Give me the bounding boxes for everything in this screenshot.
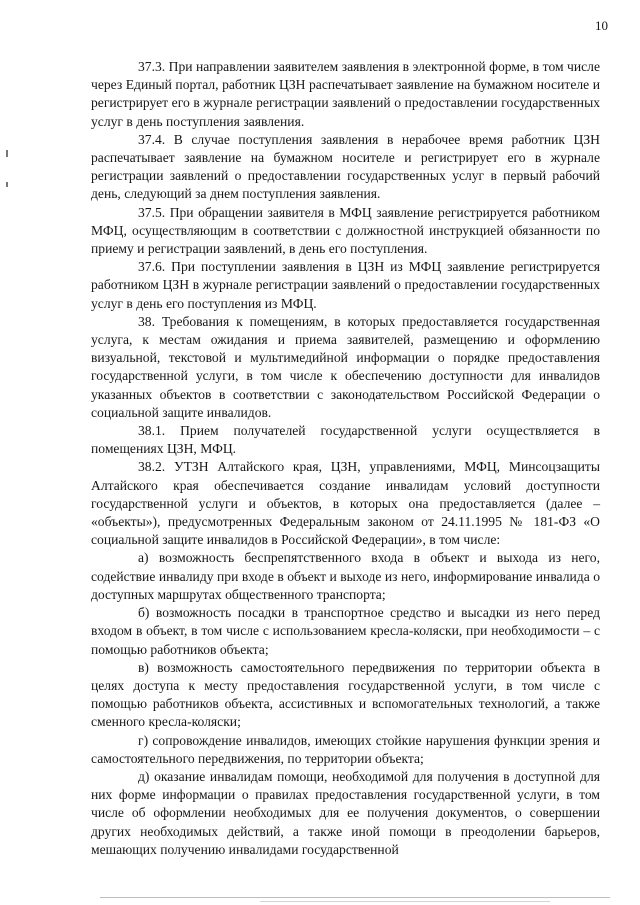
scan-mark xyxy=(6,182,8,187)
paragraph-37-6: 37.6. При поступлении заявления в ЦЗН из МФЦ заявление регистрируется работником ЦЗН в журнале регистрации заявлений о предоставлении государственных услуг в день его поступления из МФЦ. xyxy=(91,259,600,311)
paragraph-38-2: 38.2. УТЗН Алтайского края, ЦЗН, управлениями, МФЦ, Минсоцзащиты Алтайского края обеспечивается создание инвалидам условий доступности государственной услуги и объектов, в которых она предоставляется (далее – «объекты»), предусмотренных Федеральным законом от 24.11.1995 № 181-ФЗ «О социальной защите инвалидов в Российской Федерации», в том числе: xyxy=(91,459,600,548)
list-item-d: д) оказание инвалидам помощи, необходимой для получения в доступной для них форме информации о правилах предоставления государственной услуги, в том числе об оформлении необходимых для ее получения документов, о совершении других необходимых действий, а также иной помощи в преодолении барьеров, мешающих получению инвалидами государственной xyxy=(91,768,600,857)
paragraph-38-1: 38.1. Прием получателей государственной услуги осуществляется в помещениях ЦЗН, МФЦ. xyxy=(91,423,600,457)
document-body xyxy=(91,58,600,859)
paragraph-37-3: 37.3. При направлении заявителем заявления в электронной форме, в том числе через Единый портал, работник ЦЗН распечатывает заявление на бумажном носителе и регистрирует его в журнале регистрации заявлений о предоставлении государственных услуг в день поступления заявления. xyxy=(91,59,600,129)
paragraph-38: 38. Требования к помещениям, в которых предоставляется государственная услуга, к местам ожидания и приема заявителей, размещению и оформлению визуальной, текстовой и мультимедийной информации о порядке предоставления государственной услуги, в том числе к обеспечению доступности для инвалидов указанных объектов в соответствии с законодательством Российской Федерации о социальной защите инвалидов. xyxy=(91,313,600,420)
paragraph-37-5: 37.5. При обращении заявителя в МФЦ заявление регистрируется работником МФЦ, осуществляющим в соответствии с должностной инструкцией обязанности по приему и регистрации заявлений, в день его поступления. xyxy=(91,204,600,257)
list-item-g: г) сопровождение инвалидов, имеющих стойкие нарушения функции зрения и самостоятельного передвижения, по территории объекта; xyxy=(91,732,600,766)
page-number: 10 xyxy=(595,18,608,33)
paragraph-37-4: 37.4. В случае поступления заявления в нерабочее время работник ЦЗН распечатывает заявление на бумажном носителе и регистрирует его в журнале регистрации заявлений о предоставлении государственных услуг в первый рабочий день, следующий за днем поступления заявления. xyxy=(91,131,600,202)
list-item-v: в) возможность самостоятельного передвижения по территории объекта в целях доступа к месту предоставления государственной услуги, в том числе с помощью работников объекта, ассистивных и вспомогательных технологий, а также сменного кресла-коляски; xyxy=(91,659,600,730)
scan-mark xyxy=(6,150,8,157)
footer-rule xyxy=(260,901,550,902)
footer-rule xyxy=(100,897,610,898)
list-item-b: б) возможность посадки в транспортное средство и высадки из него перед входом в объект, в том числе с использованием кресла-коляски, при необходимости – с помощью работников объекта; xyxy=(91,605,600,657)
list-item-a: а) возможность беспрепятственного входа в объект и выхода из него, содействие инвалиду при входе в объект и выходе из него, информирование инвалида о доступных маршрутах общественного транспорта; xyxy=(91,550,600,602)
